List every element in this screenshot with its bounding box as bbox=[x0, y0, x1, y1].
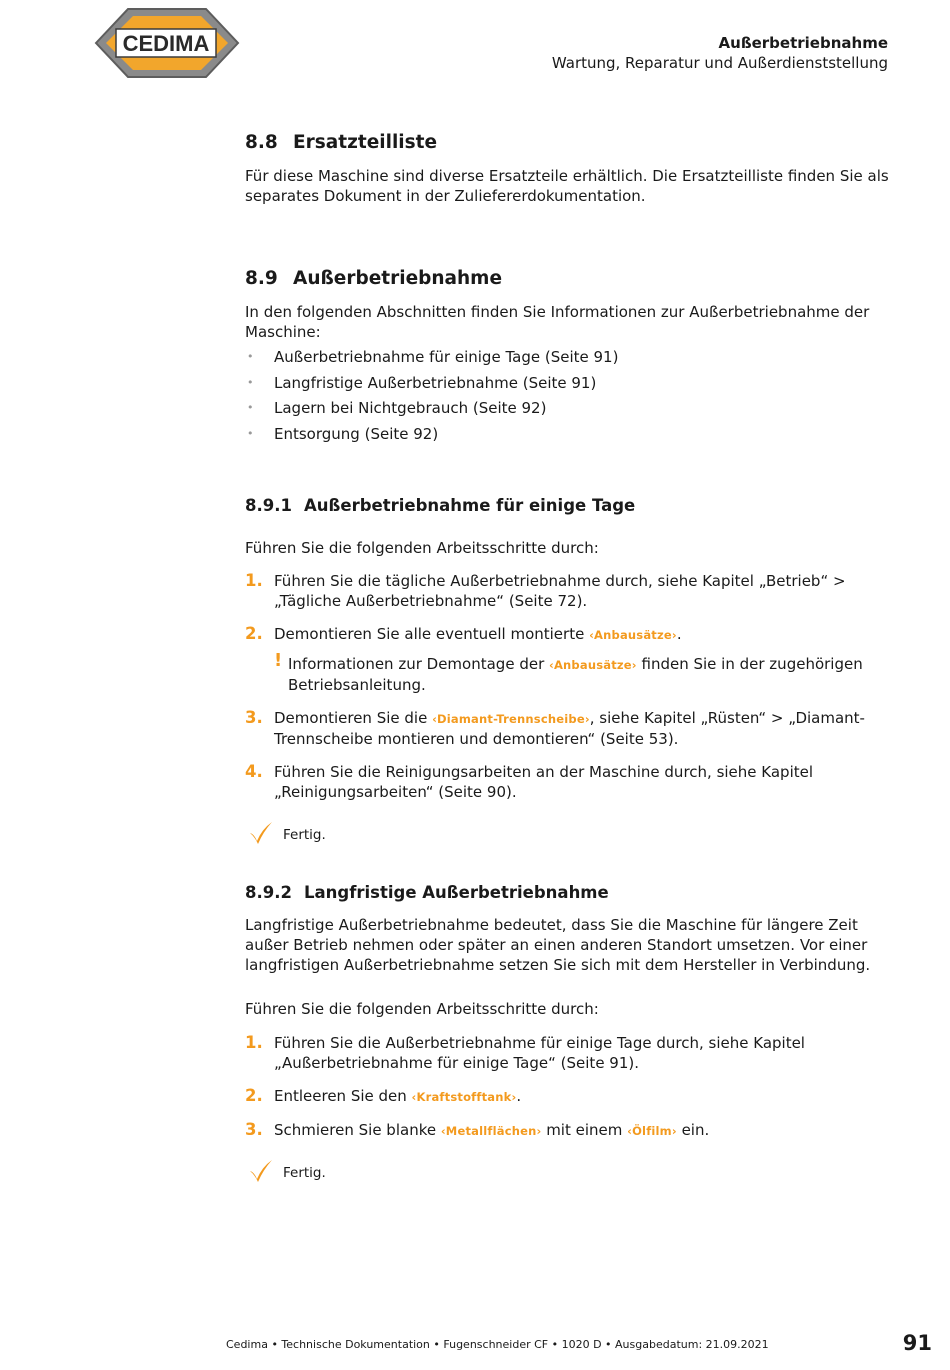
section-title: Außerbetriebnahme für einige Tage bbox=[304, 496, 636, 515]
paragraph: Führen Sie die folgenden Arbeitsschritte durch: bbox=[245, 539, 599, 557]
section-number: 8.8 bbox=[245, 132, 278, 153]
list-item-link[interactable]: • Langfristige Außerbetriebnahme (Seite 91) bbox=[245, 373, 895, 399]
header-title: Außerbetriebnahme bbox=[718, 34, 888, 52]
footer-text: Cedima • Technische Dokumentation • Fugenschneider CF • 1020 D • Ausgabedatum: 21.09.2021 bbox=[226, 1338, 769, 1351]
paragraph: Langfristige Außerbetriebnahme bedeutet, dass Sie die Maschine für längere Zeit außer Betrieb nehmen oder später an einen anderen Standort umsetzen. Vor einer langfristigen Außerbetriebnahme setzen Sie sich mit dem Hersteller in Verbindung. bbox=[245, 916, 871, 974]
exclamation-icon: ! bbox=[274, 650, 283, 671]
paragraph: Führen Sie die folgenden Arbeitsschritte durch: bbox=[245, 1000, 599, 1018]
section-heading-8-9 bbox=[245, 268, 502, 289]
step-text: . bbox=[676, 625, 682, 643]
step-item bbox=[245, 1086, 895, 1107]
step-text: Führen Sie die tägliche Außerbetriebnahme durch, siehe Kapitel „Betrieb“ > „Tägliche Außerbetriebnahme“ (Seite 72). bbox=[274, 572, 846, 610]
step-text: Demontieren Sie die bbox=[274, 709, 433, 727]
section-title: Langfristige Außerbetriebnahme bbox=[304, 883, 609, 902]
done-label: Fertig. bbox=[283, 1165, 326, 1181]
keyword-anbausaetze: ‹Anbausätze› bbox=[549, 658, 637, 672]
cedima-logo bbox=[90, 4, 242, 82]
step-number: 4. bbox=[245, 762, 263, 781]
link-list bbox=[245, 347, 895, 449]
step-item bbox=[245, 762, 895, 802]
note-text: Informationen zur Demontage der bbox=[288, 655, 549, 673]
paragraph: In den folgenden Abschnitten finden Sie Informationen zur Außerbetriebnahme der Maschine: bbox=[245, 303, 870, 341]
section-title: Außerbetriebnahme bbox=[293, 268, 503, 289]
paragraph: Für diese Maschine sind diverse Ersatzteile erhältlich. Die Ersatzteilliste finden Sie als separates Dokument in der Zuliefererdokumentation. bbox=[245, 167, 889, 205]
step-text: Führen Sie die Reinigungsarbeiten an der Maschine durch, siehe Kapitel „Reinigungsarbeiten“ (Seite 90). bbox=[274, 763, 814, 801]
step-text: mit einem bbox=[541, 1121, 628, 1139]
step-item bbox=[245, 624, 895, 645]
step-text: Demontieren Sie alle eventuell montierte bbox=[274, 625, 590, 643]
step-text: , siehe Kapitel „Rüsten“ > „Diamant-Trennscheibe montieren und demontieren“ (Seite 53). bbox=[274, 709, 865, 748]
section-heading-8-9-2 bbox=[245, 883, 609, 902]
note bbox=[274, 650, 894, 695]
step-text: . bbox=[516, 1087, 522, 1105]
step-number: 2. bbox=[245, 624, 263, 643]
list-item-link[interactable]: • Entsorgung (Seite 92) bbox=[245, 424, 895, 450]
list-item-link[interactable]: • Lagern bei Nichtgebrauch (Seite 92) bbox=[245, 398, 895, 424]
keyword-diamant-trennscheibe: ‹Diamant-Trennscheibe› bbox=[432, 712, 590, 726]
done-label: Fertig. bbox=[283, 827, 326, 843]
section-title: Ersatzteilliste bbox=[293, 132, 438, 153]
step-text: Entleeren Sie den bbox=[274, 1087, 412, 1105]
step-number: 2. bbox=[245, 1086, 263, 1105]
keyword-kraftstofftank: ‹Kraftstofftank› bbox=[411, 1090, 517, 1104]
step-number: 3. bbox=[245, 708, 263, 727]
section-number: 8.9.1 bbox=[245, 496, 292, 515]
step-item bbox=[245, 1033, 895, 1073]
checkmark-icon bbox=[248, 819, 274, 845]
section-heading-8-9-1 bbox=[245, 496, 635, 515]
step-number: 1. bbox=[245, 571, 263, 590]
page-number: 91 bbox=[902, 1331, 932, 1355]
step-item bbox=[245, 1120, 895, 1141]
list-item-link[interactable]: • Außerbetriebnahme für einige Tage (Seite 91) bbox=[245, 347, 895, 373]
step-item bbox=[245, 571, 895, 611]
step-item bbox=[245, 708, 895, 749]
keyword-metallflaechen: ‹Metallflächen› bbox=[440, 1124, 542, 1138]
step-text: ein. bbox=[676, 1121, 710, 1139]
step-text: Führen Sie die Außerbetriebnahme für einige Tage durch, siehe Kapitel „Außerbetriebnahme für einige Tage“ (Seite 91). bbox=[274, 1034, 805, 1072]
keyword-anbausaetze: ‹Anbausätze› bbox=[589, 628, 677, 642]
step-number: 3. bbox=[245, 1120, 263, 1139]
keyword-oelfilm: ‹Ölfilm› bbox=[627, 1124, 677, 1138]
header-subtitle: Wartung, Reparatur und Außerdienststellung bbox=[551, 54, 888, 72]
section-number: 8.9.2 bbox=[245, 883, 292, 902]
step-number: 1. bbox=[245, 1033, 263, 1052]
section-number: 8.9 bbox=[245, 268, 278, 289]
note-text: finden Sie in der zugehörigen Betriebsanleitung. bbox=[288, 655, 863, 694]
checkmark-icon bbox=[248, 1157, 274, 1183]
section-heading-8-8 bbox=[245, 132, 437, 153]
logo-text: CEDIMA bbox=[122, 31, 210, 56]
step-text: Schmieren Sie blanke bbox=[274, 1121, 441, 1139]
